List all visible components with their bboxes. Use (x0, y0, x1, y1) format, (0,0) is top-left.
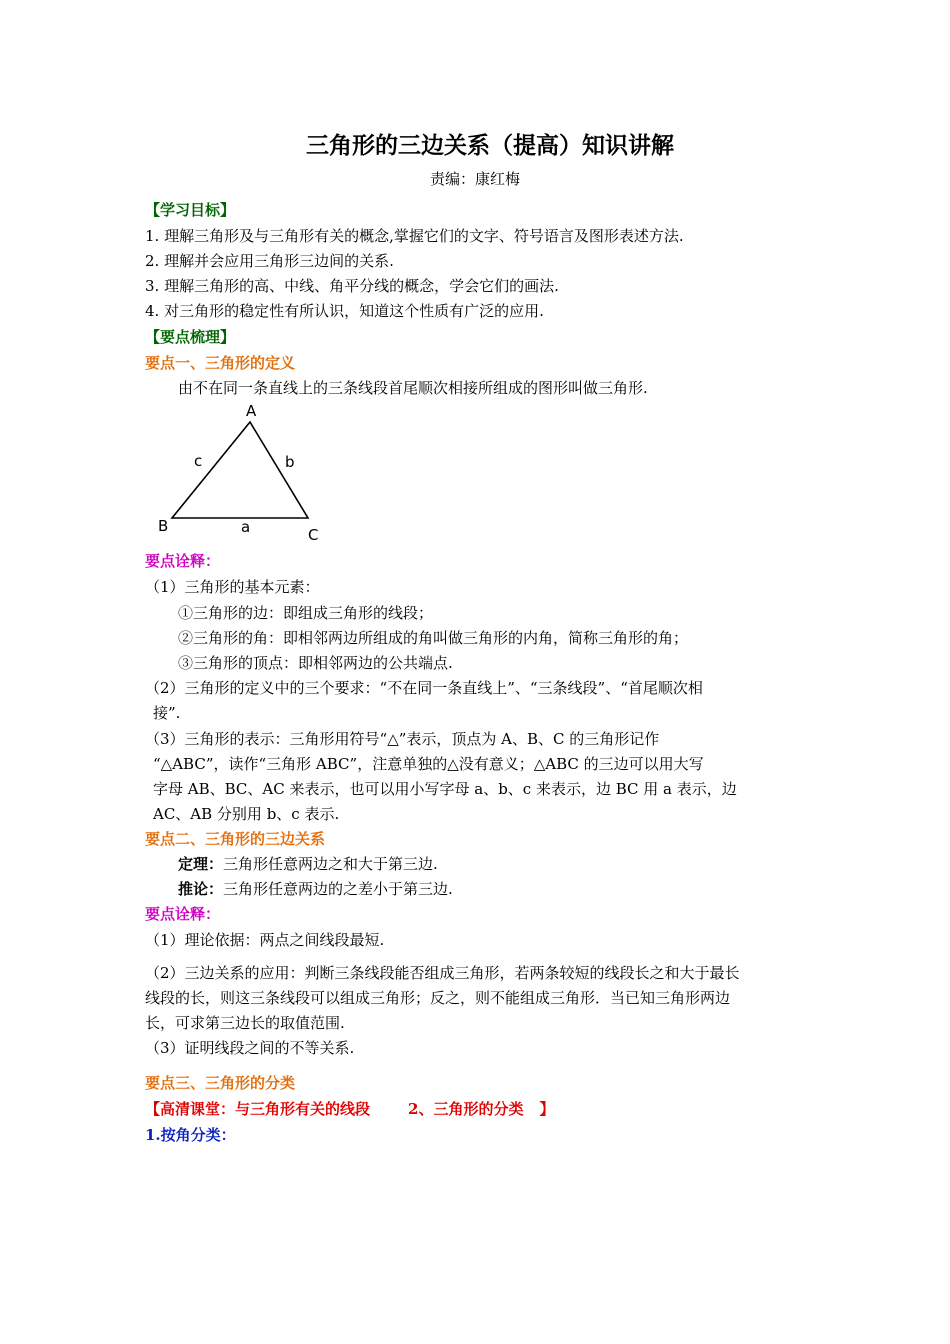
corollary-label: 推论： (178, 880, 224, 898)
note-line: 长，可求第三边长的取值范围. (145, 1014, 345, 1032)
video-link-part: 】 (539, 1100, 555, 1118)
video-link-part: 2、三角形的分类 (408, 1100, 524, 1118)
document-title: 三角形的三边关系（提高）知识讲解 (306, 132, 674, 159)
objective-item: 3. 理解三角形的高、中线、角平分线的概念，学会它们的画法. (145, 277, 559, 295)
note-line: AC、AB 分别用 b、c 表示. (153, 805, 340, 823)
note-line: （3）证明线段之间的不等关系. (145, 1039, 355, 1057)
objective-item: 2. 理解并会应用三角形三边间的关系. (145, 252, 394, 270)
note-sub-item: ③三角形的顶点：即相邻两边的公共端点. (178, 654, 453, 672)
outline-heading: 【要点梳理】 (145, 328, 236, 346)
note-line: （3）三角形的表示：三角形用符号“△”表示，顶点为 A、B、C 的三角形记作 (145, 730, 660, 748)
note-line: 字母 AB、BC、AC 来表示，也可以用小写字母 a、b、c 来表示，边 BC 用 a 表示，边 (153, 780, 737, 798)
corollary-text: 三角形任意两边的之差小于第三边. (223, 880, 453, 898)
theorem-label: 定理： (178, 855, 224, 873)
objectives-heading: 【学习目标】 (145, 201, 236, 219)
side-label-c: c (194, 452, 203, 470)
point3-heading: 要点三、三角形的分类 (145, 1074, 296, 1092)
note-line: （1）理论依据：两点之间线段最短. (145, 931, 385, 949)
side-label-b: b (285, 453, 295, 471)
note-heading: 要点诠释： (145, 905, 221, 923)
corollary-line (178, 878, 453, 899)
theorem-line (178, 853, 438, 874)
vertex-label-a: A (246, 402, 257, 420)
objective-item: 1. 理解三角形及与三角形有关的概念,掌握它们的文字、符号语言及图形表述方法. (145, 227, 684, 245)
author-line: 责编：康红梅 (429, 170, 520, 188)
note-line: 线段的长，则这三条线段可以组成三角形；反之，则不能组成三角形．当已知三角形两边 (145, 989, 731, 1007)
note-line: （2）三角形的定义中的三个要求：“不在同一条直线上”、“三条线段”、“首尾顺次相 (145, 679, 703, 697)
theorem-text: 三角形任意两边之和大于第三边. (223, 855, 438, 873)
note-sub-item: ①三角形的边：即组成三角形的线段； (178, 604, 434, 622)
note-sub-item: ②三角形的角：即相邻两边所组成的角叫做三角形的内角，简称三角形的角； (178, 629, 689, 647)
video-link-part: 【高清课堂：与三角形有关的线段 (145, 1100, 371, 1118)
vertex-label-b: B (158, 517, 169, 535)
point1-heading: 要点一、三角形的定义 (145, 354, 296, 372)
objective-item: 4. 对三角形的稳定性有所认识，知道这个性质有广泛的应用. (145, 302, 544, 320)
note-line: （2）三边关系的应用：判断三条线段能否组成三角形，若两条较短的线段长之和大于最长 (145, 964, 740, 982)
side-label-a: a (241, 518, 251, 536)
note-heading: 要点诠释： (145, 552, 221, 570)
note-line: 接”. (153, 704, 181, 722)
triangle-definition: 由不在同一条直线上的三条线段首尾顺次相接所组成的图形叫做三角形. (178, 379, 648, 397)
note-line: “△ABC”，读作“三角形 ABC”，注意单独的△没有意义；△ABC 的三边可以用大写 (153, 755, 704, 773)
note-line: （1）三角形的基本元素： (145, 578, 320, 596)
classification-subheading: 1.按角分类： (145, 1126, 236, 1144)
triangle-figure (142, 400, 332, 548)
vertex-label-c: C (308, 526, 319, 544)
point2-heading: 要点二、三角形的三边关系 (145, 830, 326, 848)
video-link-line[interactable] (145, 1098, 554, 1119)
